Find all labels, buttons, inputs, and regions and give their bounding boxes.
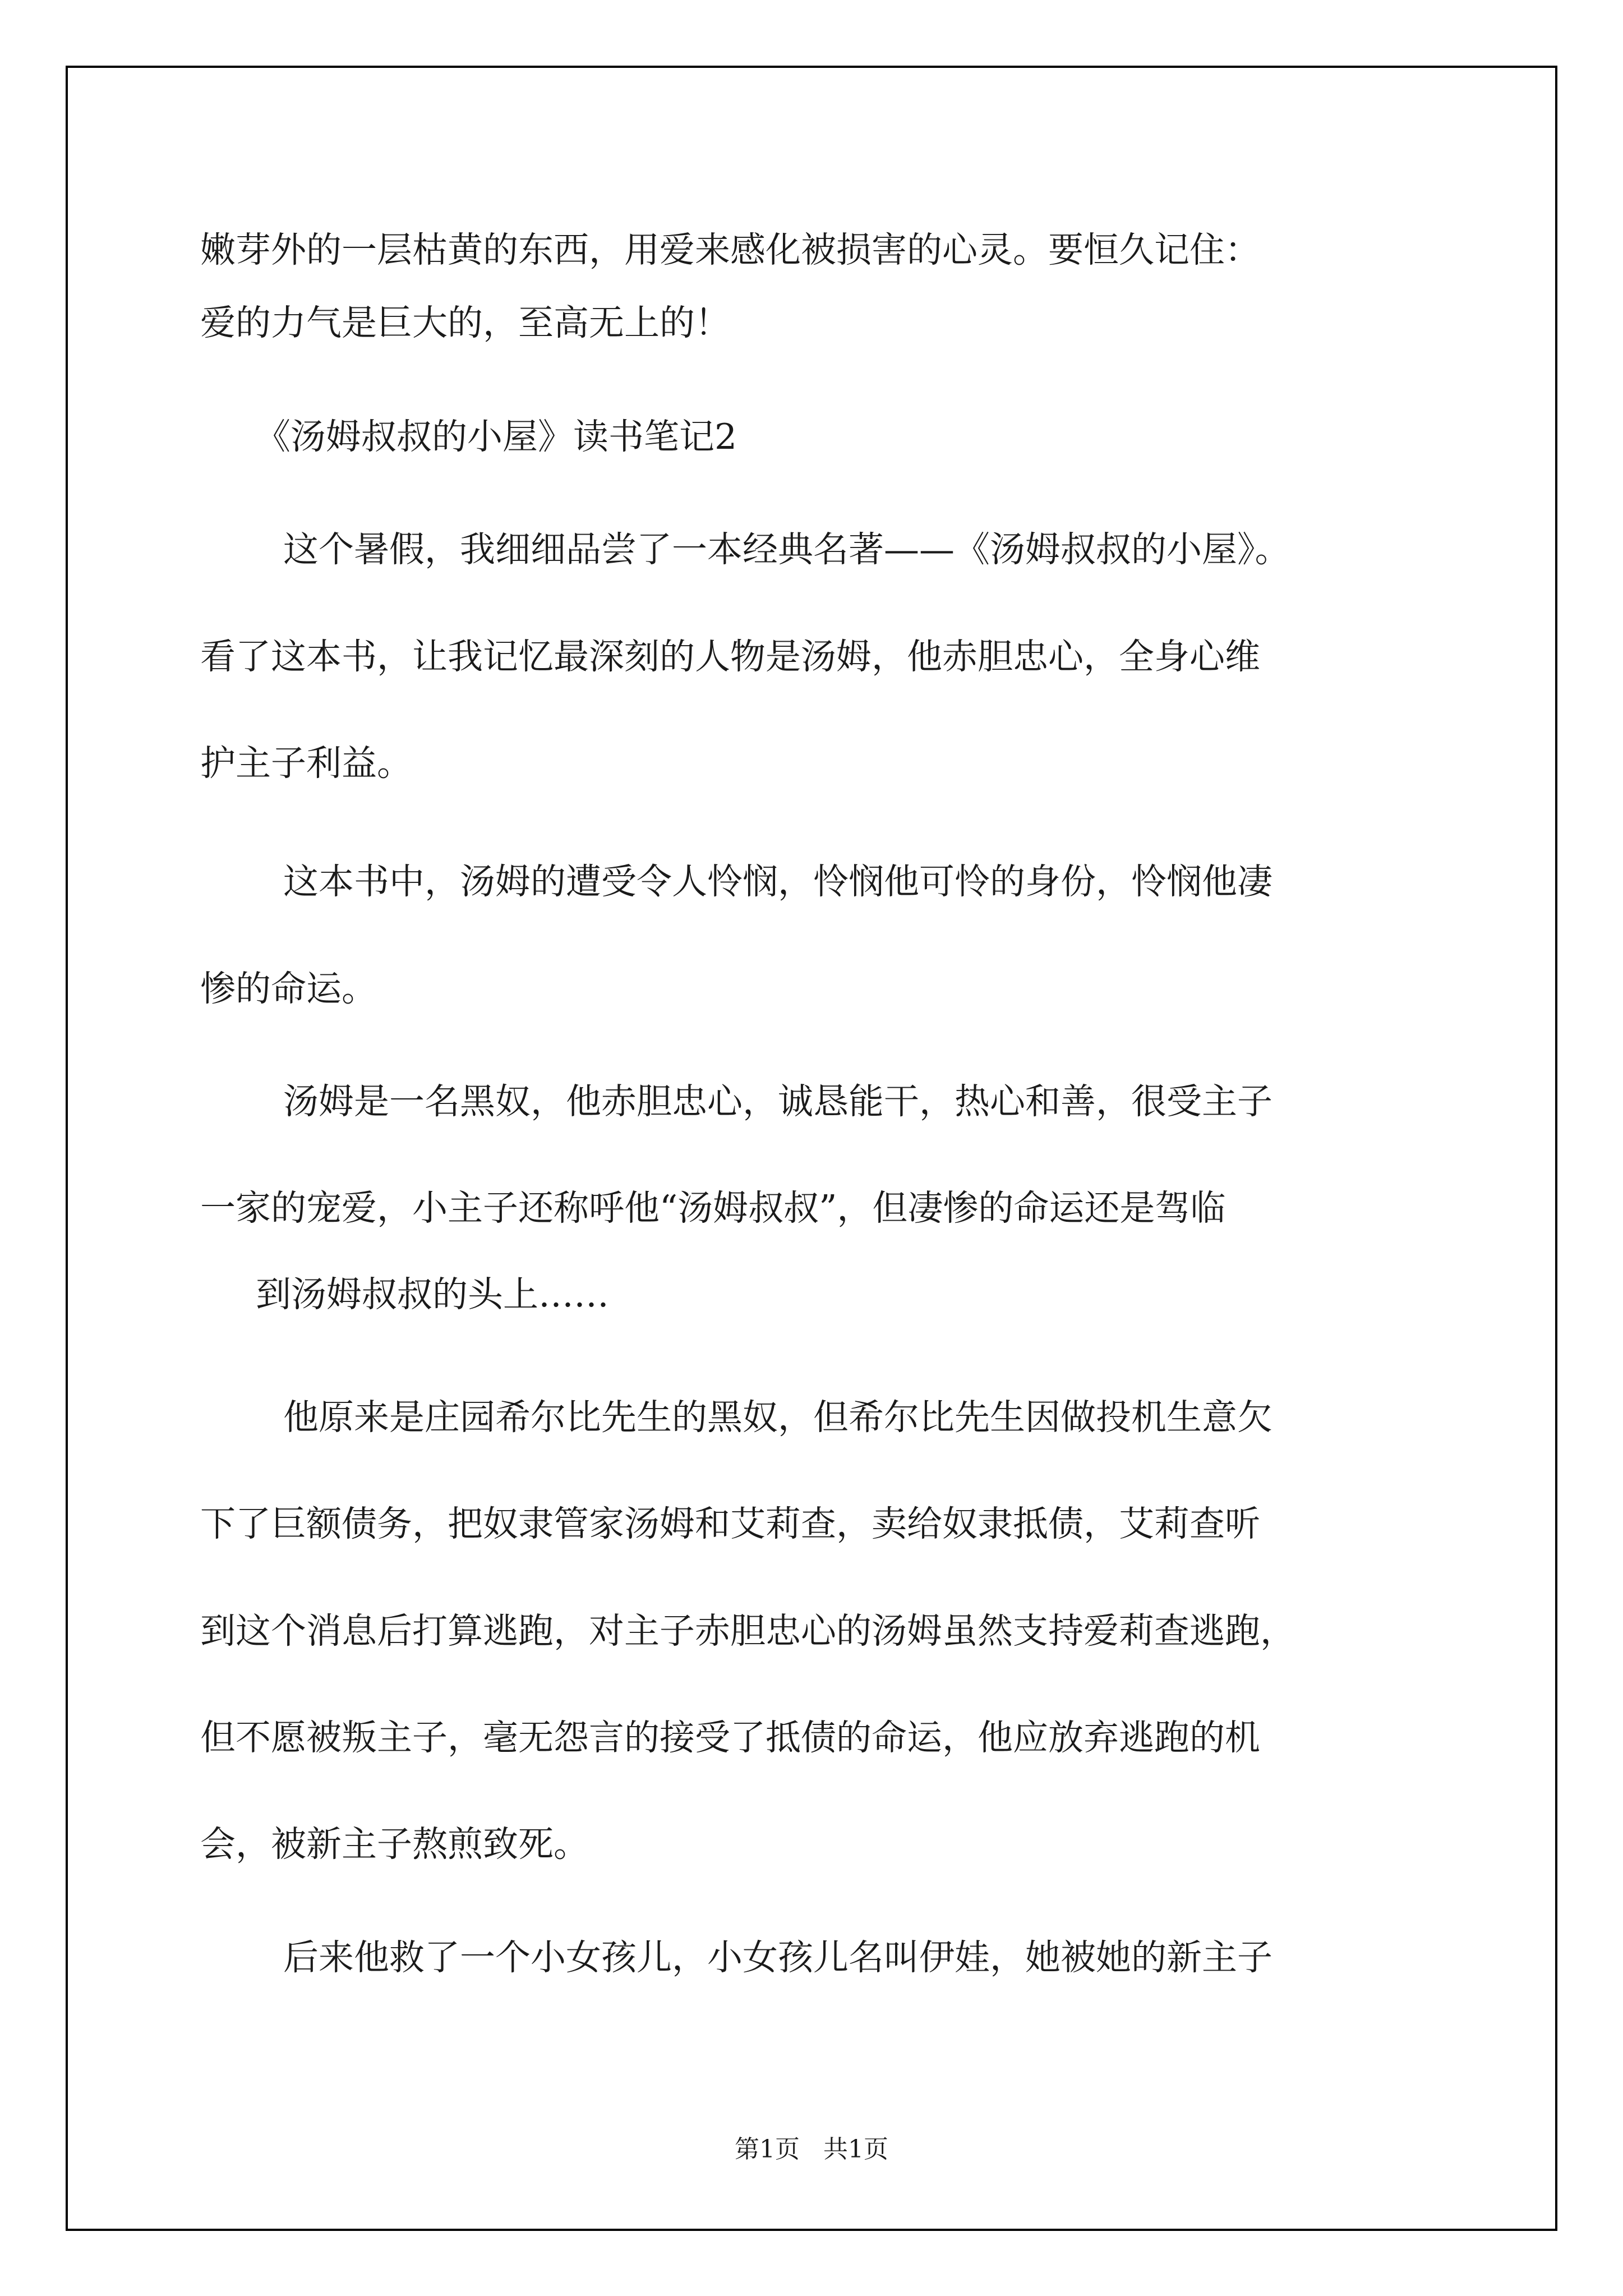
text-line-16: 会，被新主子熬煎致死。: [200, 1824, 589, 1865]
text-line-5: 看了这本书，让我记忆最深刻的人物是汤姆，他赤胆忠心，全身心维: [200, 636, 1260, 677]
text-line-12: 他原来是庄园希尔比先生的黑奴，但希尔比先生因做投机生意欠: [283, 1397, 1272, 1438]
page-border: [66, 66, 1557, 2231]
text-line-1: 嫩芽外的一层枯黄的东西，用爱来感化被损害的心灵。要恒久记住：: [200, 229, 1260, 270]
text-line-10: 一家的宠爱，小主子还称呼他“汤姆叔叔”，但凄惨的命运还是驾临: [200, 1188, 1226, 1228]
text-line-14: 到这个消息后打算逃跑，对主子赤胆忠心的汤姆虽然支持爱莉查逃跑，: [200, 1611, 1295, 1651]
text-line-17: 后来他救了一个小女孩儿，小女孩儿名叫伊娃，她被她的新主子: [283, 1937, 1272, 1978]
text-line-13: 下了巨额债务，把奴隶管家汤姆和艾莉查，卖给奴隶抵债，艾莉查听: [200, 1503, 1260, 1544]
section-heading: 《汤姆叔叔的小屋》读书笔记2: [255, 416, 737, 457]
text-line-9: 汤姆是一名黑奴，他赤胆忠心，诚恳能干，热心和善，很受主子: [283, 1081, 1272, 1122]
text-line-7: 这本书中，汤姆的遭受令人怜悯，怜悯他可怜的身份，怜悯他凄: [283, 861, 1272, 902]
text-line-8: 惨的命运。: [200, 968, 377, 1009]
text-line-2: 爱的力气是巨大的，至高无上的！: [200, 302, 730, 343]
text-line-11: 到汤姆叔叔的头上……: [256, 1274, 609, 1315]
page-footer: 第1页 共1页: [735, 2135, 888, 2164]
text-line-15: 但不愿被叛主子，毫无怨言的接受了抵债的命运，他应放弃逃跑的机: [200, 1717, 1260, 1758]
text-line-4: 这个暑假，我细细品尝了一本经典名著——《汤姆叔叔的小屋》。: [283, 529, 1290, 570]
text-line-6: 护主子利益。: [200, 743, 412, 784]
